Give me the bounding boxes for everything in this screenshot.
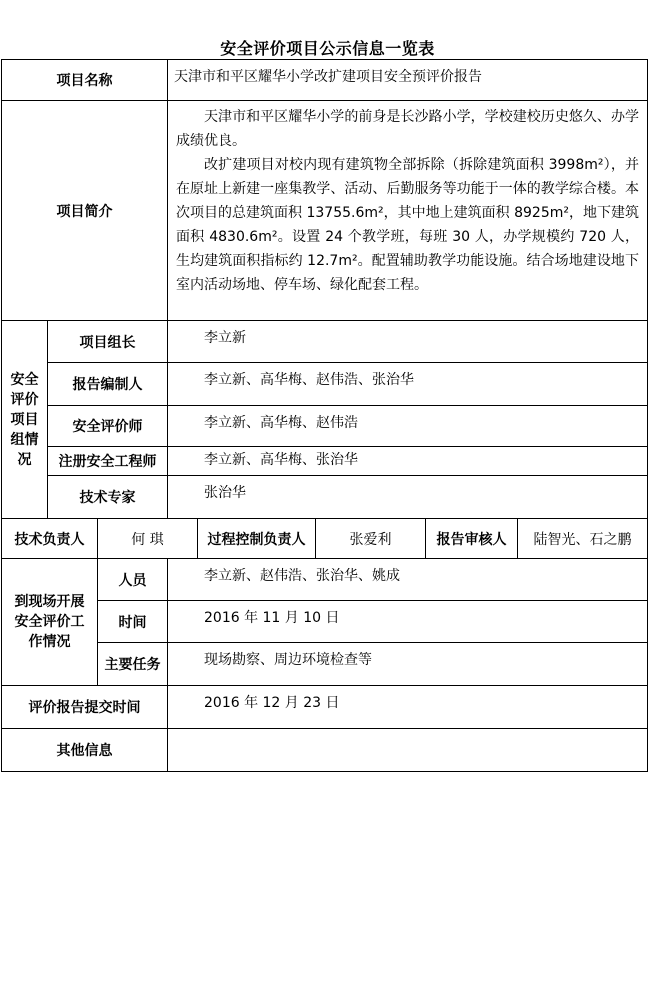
row-team: [2, 363, 648, 406]
process-control-label: 过程控制负责人: [198, 519, 316, 559]
project-name-value: 天津市和平区耀华小学改扩建项目安全预评价报告: [168, 60, 648, 101]
tech-lead-value: 何 琪: [98, 519, 198, 559]
team-role-value: 李立新、高华梅、张治华: [168, 447, 648, 476]
site-work-value: 现场勘察、周边环境检查等: [168, 643, 648, 686]
submit-time-value: 2016 年 12 月 23 日: [168, 686, 648, 729]
team-role-label: 技术专家: [48, 476, 168, 519]
row-project-name: [2, 60, 648, 101]
team-role-label: 项目组长: [48, 321, 168, 363]
team-role-label: 安全评价师: [48, 406, 168, 447]
site-work-label: 时间: [98, 601, 168, 643]
page-title: 安全评价项目公示信息一览表: [220, 39, 435, 58]
project-intro-label: 项目简介: [2, 101, 168, 321]
row-site-work: [2, 601, 648, 643]
process-control-value: 张爱利: [316, 519, 426, 559]
team-role-value: 张治华: [168, 476, 648, 519]
row-project-intro: [2, 101, 648, 321]
site-work-group-label: 到现场开展安全评价工作情况: [2, 559, 98, 686]
row-team: [2, 321, 648, 363]
row-team: [2, 476, 648, 519]
other-info-value: [168, 729, 648, 772]
site-work-value: 李立新、赵伟浩、张治华、姚成: [168, 559, 648, 601]
site-work-value: 2016 年 11 月 10 日: [168, 601, 648, 643]
team-role-value: 李立新: [168, 321, 648, 363]
report-reviewer-value: 陆智光、石之鹏: [518, 519, 648, 559]
site-work-label: 人员: [98, 559, 168, 601]
team-role-value: 李立新、高华梅、赵伟浩: [168, 406, 648, 447]
row-other-info: [2, 729, 648, 772]
tech-lead-label: 技术负责人: [2, 519, 98, 559]
project-intro-text: [168, 101, 648, 321]
intro-paragraph: 改扩建项目对校内现有建筑物全部拆除（拆除建筑面积 3998m²），并在原址上新建一座集教学、活动、后勤服务等功能于一体的教学综合楼。本次项目的总建筑面积 13755.6m²，其中地上建筑面积 8925m²，地下建筑面积 4830.6m²。设置 24 个教学班，每班 30 人，办学规模约 720 人，生均建筑面积指标约 12.7m²。配置辅助教学功能设施。结合场地建设地下室内活动场地、停车场、绿化配套工程。: [176, 157, 639, 293]
other-info-label: 其他信息: [2, 729, 168, 772]
site-work-label: 主要任务: [98, 643, 168, 686]
row-site-work: [2, 559, 648, 601]
info-table: [1, 59, 648, 772]
team-group-label: 安全评价项目组情况: [2, 321, 48, 519]
project-name-label: 项目名称: [2, 60, 168, 101]
row-submit-time: [2, 686, 648, 729]
team-role-value: 李立新、高华梅、赵伟浩、张治华: [168, 363, 648, 406]
row-responsible: [2, 519, 648, 559]
intro-paragraph: 天津市和平区耀华小学的前身是长沙路小学，学校建校历史悠久、办学成绩优良。: [176, 109, 639, 149]
report-reviewer-label: 报告审核人: [426, 519, 518, 559]
row-team: [2, 447, 648, 476]
team-role-label: 报告编制人: [48, 363, 168, 406]
submit-time-label: 评价报告提交时间: [2, 686, 168, 729]
row-site-work: [2, 643, 648, 686]
team-role-label: 注册安全工程师: [48, 447, 168, 476]
row-team: [2, 406, 648, 447]
